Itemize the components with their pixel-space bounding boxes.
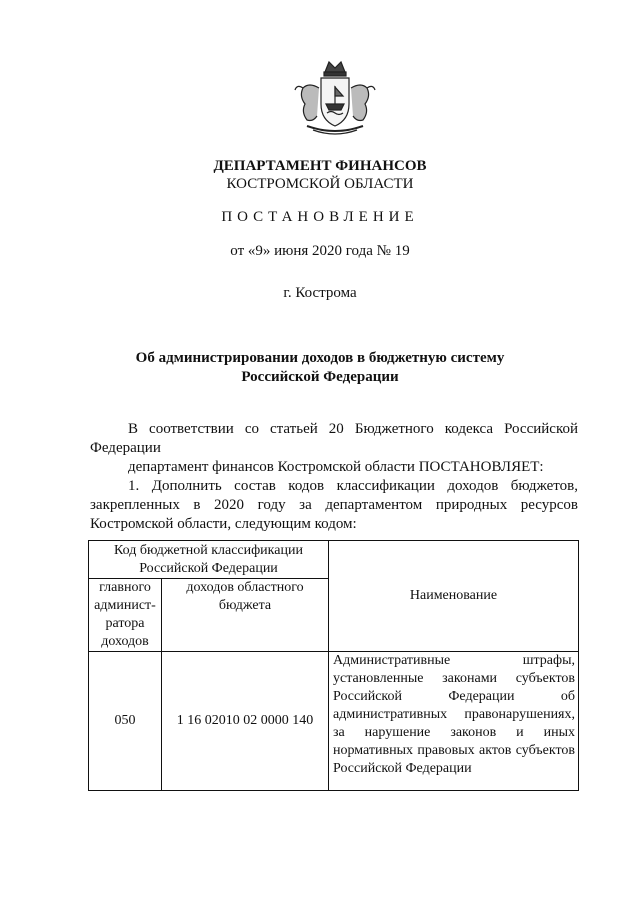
header-code-group: Код бюджетной классификации Российской Федерации — [89, 541, 329, 579]
row-admin-code: 050 — [89, 652, 162, 791]
document-type: ПОСТАНОВЛЕНИЕ — [221, 209, 419, 225]
department-region: КОСТРОМСКОЙ ОБЛАСТИ — [226, 176, 414, 192]
header-name: Наименование — [329, 541, 579, 652]
classification-codes-table — [88, 540, 579, 791]
row-income-name: Административные штрафы, установленные законами субъектов Российской Федерации об административных правонарушениях, за нарушение законов и иных нормативных правовых актов субъектов Российской Федерации — [329, 652, 579, 791]
header-income-code: доходов областного бюджета — [162, 579, 329, 652]
document-subject-line2: Российской Федерации — [241, 369, 399, 385]
body-paragraph-item-1: 1. Дополнить состав кодов классификации доходов бюджетов, закрепленных в 2020 году за департаментом природных ресурсов Костромской области, следующим кодом: — [90, 478, 578, 532]
document-city: г. Кострома — [283, 285, 357, 301]
department-name: ДЕПАРТАМЕНТ ФИНАНСОВ — [213, 158, 427, 174]
document-subject-line1: Об администрировании доходов в бюджетную систему — [135, 350, 505, 366]
header-admin-code: главного админист-ратора доходов — [89, 579, 162, 652]
coat-of-arms-icon — [287, 58, 383, 138]
body-paragraph-resolves: департамент финансов Костромской области ПОСТАНОВЛЯЕТ: — [128, 459, 544, 475]
body-paragraph-basis: В соответствии со статьей 20 Бюджетного кодекса Российской Федерации — [90, 421, 578, 456]
table-header-row — [89, 541, 579, 579]
row-income-code: 1 16 02010 02 0000 140 — [162, 652, 329, 791]
table-row — [89, 652, 579, 791]
document-date: от «9» июня 2020 года № 19 — [230, 243, 410, 259]
